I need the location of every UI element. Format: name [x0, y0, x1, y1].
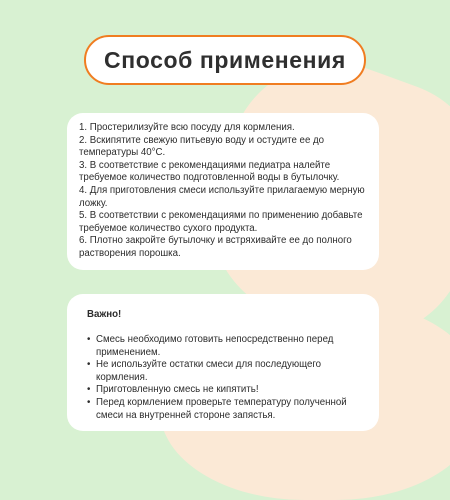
instruction-step: 2. Вскипятите свежую питьевую воду и остудите ее до температуры 40°С. — [79, 134, 325, 159]
bullet-icon: • — [87, 384, 91, 396]
list-item-text: Смесь необходимо готовить непосредственно перед применением. — [96, 334, 334, 358]
list-item — [87, 384, 369, 397]
instruction-step: 1. Простерилизуйте всю посуду для кормления. — [79, 122, 295, 133]
bullet-icon: • — [87, 359, 91, 371]
instruction-step: 6. Плотно закройте бутылочку и встряхивайте ее до полного растворения порошка. — [79, 235, 352, 259]
page-title: Способ применения — [104, 46, 346, 73]
important-heading: Важно! — [87, 309, 122, 320]
list-item — [87, 359, 369, 384]
instruction-step: 5. В соответствии с рекомендациями по применению добавьте требуемое количество сухого продукта. — [79, 210, 363, 234]
instruction-step: 3. В соответствие с рекомендациями педиатра налейте требуемое количество подготовленной воды в бутылочку. — [79, 159, 340, 184]
bullet-icon: • — [87, 334, 91, 345]
list-item-text: Перед кормлением проверьте температуру полученной смеси на внутренней стороне запястья. — [96, 396, 347, 421]
bullet-icon: • — [87, 396, 91, 408]
list-item — [87, 397, 369, 422]
list-item — [87, 334, 369, 359]
list-item-text: Приготовленную смесь не кипятить! — [96, 384, 259, 396]
instruction-step: 4. Для приготовления смеси используйте прилагаемую мерную ложку. — [79, 184, 365, 209]
important-list — [87, 334, 369, 422]
important-card — [67, 294, 379, 431]
instructions-card — [67, 113, 379, 270]
title-banner — [84, 35, 366, 85]
list-item-text: Не используйте остатки смеси для последующего кормления. — [96, 359, 322, 383]
